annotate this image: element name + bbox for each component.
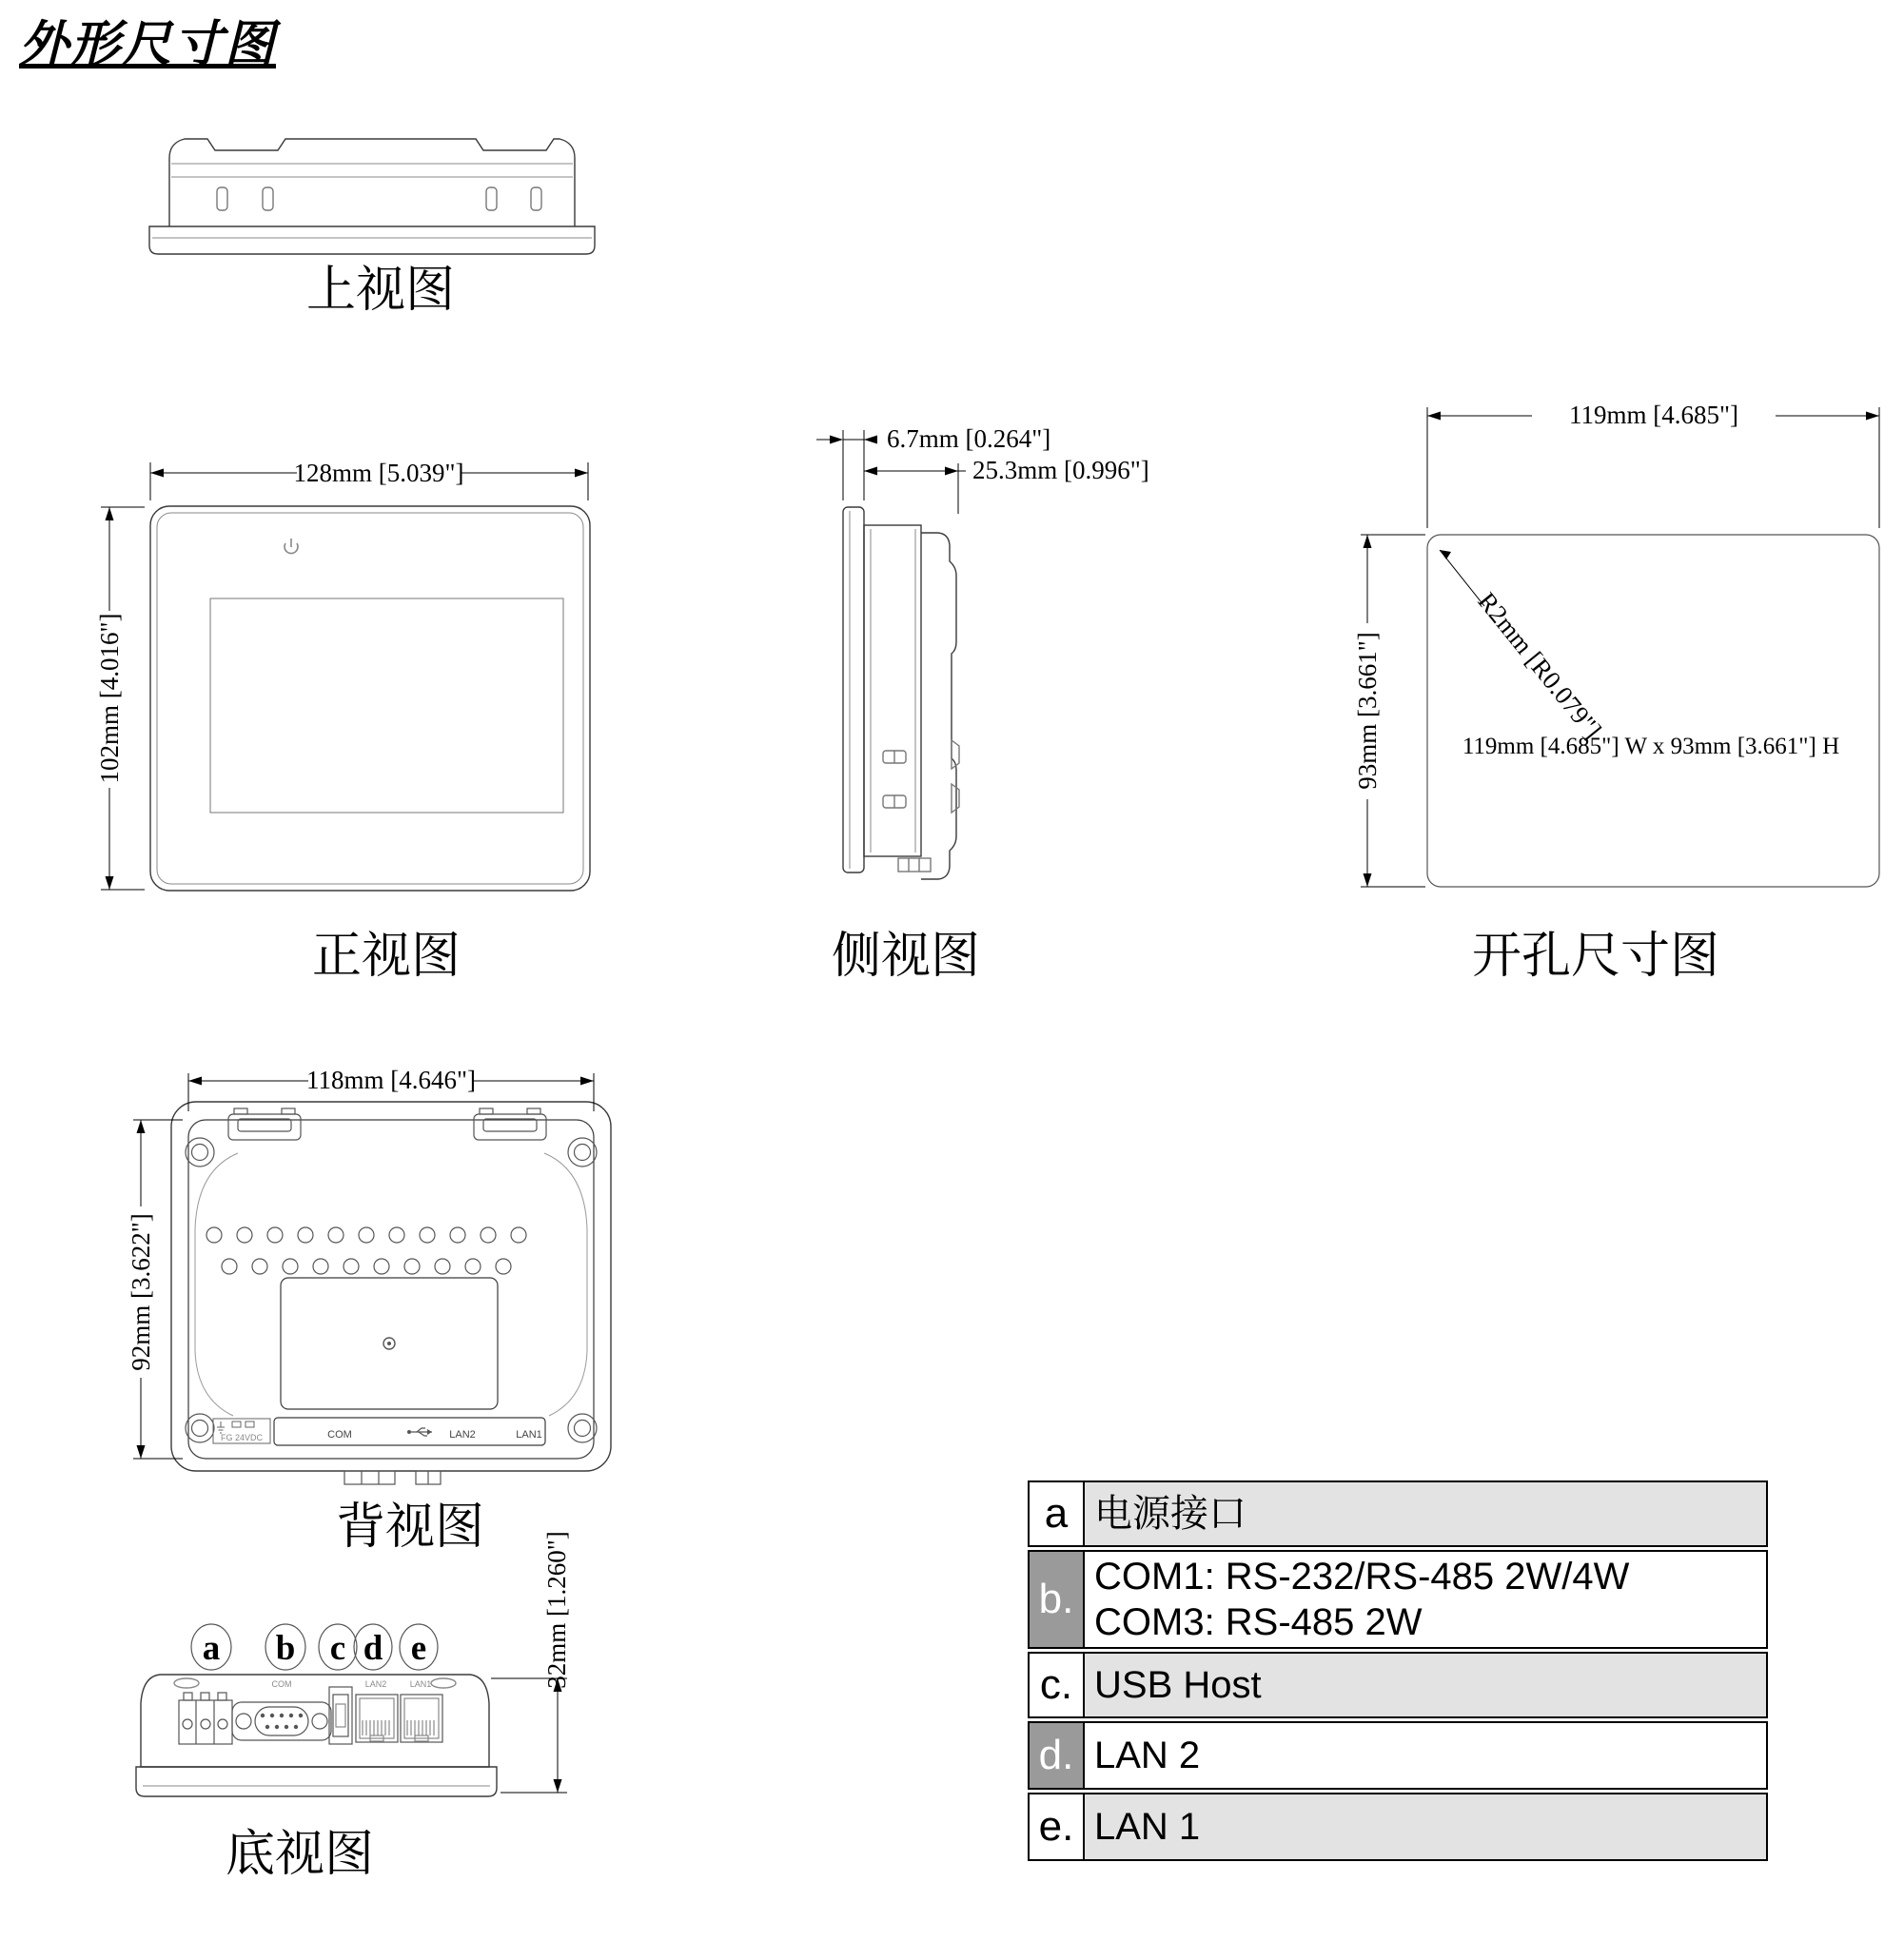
bottom-tiny-lan1: LAN1 [409,1679,432,1689]
cutout-radius-callout [1440,550,1607,744]
legend-desc-c: USB Host [1085,1652,1768,1718]
legend-desc-b: COM1: RS-232/RS-485 2W/4W COM3: RS-485 2W [1085,1550,1768,1649]
back-view-label: 背视图 [335,1500,485,1555]
back-mount-clip [228,1108,546,1140]
lan2-port [356,1695,398,1742]
legend-key-e: e. [1028,1793,1085,1861]
page-title: 外形尺寸图 [19,18,277,72]
front-height-dimension [95,507,145,890]
bottom-flange [136,1767,497,1796]
callout-e: e [410,1629,427,1668]
front-view-label: 正视图 [311,930,461,984]
top-view [149,139,595,318]
back-lan1-label: LAN1 [516,1429,542,1441]
power-led-icon [285,539,298,554]
side-rail-profile [921,533,956,879]
top-view-body-outline [169,139,575,226]
legend-row-b [1028,1550,1768,1649]
cutout-height-dim-text: 93mm [3.661"] [1353,632,1382,790]
front-bezel-inner [157,513,583,884]
top-view-label: 上视图 [305,264,456,318]
bottom-body [141,1675,489,1767]
back-view [127,1066,611,1555]
cutout-width-dim-text: 119mm [4.685"] [1568,401,1739,429]
top-view-slot [217,187,227,210]
side-view [816,424,1149,984]
back-width-dim-text: 118mm [4.646"] [305,1066,477,1094]
lan1-port [401,1695,442,1742]
back-outer [171,1102,611,1471]
cutout-height-dimension [1353,535,1425,887]
legend-row-e [1028,1793,1768,1861]
callout-a: a [202,1629,221,1668]
cutout-view-label: 开孔尺寸图 [1471,930,1720,984]
top-view-rim-line [171,164,573,177]
back-width-dimension [188,1066,594,1111]
legend-key-c: c. [1028,1652,1085,1718]
back-height-dim-text: 92mm [3.622"] [127,1213,155,1371]
legend-table [1028,1480,1768,1864]
cutout-width-dimension [1427,401,1879,528]
top-view-flange [149,226,595,254]
legend-desc-d: LAN 2 [1085,1721,1768,1790]
front-bezel-outer [150,506,590,891]
side-clip [883,751,906,808]
side-hook [952,784,959,813]
back-screw [186,1138,597,1442]
bottom-depth-dim-text: 32mm [1.260"] [542,1531,571,1689]
legend-key-b: b. [1028,1550,1085,1649]
power-terminal-block [179,1693,232,1744]
back-center-hole-dot [387,1342,391,1345]
side-depth-dimension [864,456,1149,514]
bottom-tiny-com: COM [271,1679,292,1689]
usb-host-port [329,1687,352,1744]
back-molding-lines [195,1153,587,1416]
front-height-dim-text: 102mm [4.016"] [95,613,124,784]
bottom-clip-slot [431,1678,456,1688]
back-height-dimension [127,1120,183,1459]
bottom-callouts [191,1624,438,1670]
back-connector-stubs [344,1471,441,1484]
usb-icon [407,1428,432,1436]
top-view-slot [263,187,273,210]
side-bezel-dim-text: 6.7mm [0.264"] [887,424,1051,453]
back-com-label: COM [327,1429,352,1441]
side-bezel [843,507,864,872]
callout-d: d [363,1629,383,1668]
top-view-slot [531,187,541,210]
back-power-terminal-label [213,1419,270,1443]
back-vent-holes [206,1227,526,1274]
back-body [188,1120,594,1459]
callout-b: b [275,1629,296,1668]
db9-com-connector [232,1702,331,1740]
bottom-depth-dimension [491,1531,571,1793]
bottom-tiny-lan2: LAN2 [364,1679,387,1689]
back-lan2-label: LAN2 [449,1429,476,1441]
legend-row-c [1028,1652,1768,1718]
front-width-dim-text: 128mm [5.039"] [293,459,464,487]
front-width-dimension [150,459,588,500]
ground-icon [217,1421,225,1433]
callout-c: c [329,1629,346,1668]
legend-row-d [1028,1721,1768,1790]
bottom-view [136,1531,571,1882]
legend-key-a: a [1028,1480,1085,1547]
legend-desc-e: LAN 1 [1085,1793,1768,1861]
side-view-label: 侧视图 [831,930,981,984]
legend-desc-a: 电源接口 [1085,1480,1768,1547]
back-power-text: FG 24VDC [220,1433,264,1442]
side-body [864,525,921,856]
bottom-view-label: 底视图 [225,1828,375,1882]
legend-key-d: d. [1028,1721,1085,1790]
front-screen [210,598,563,813]
cutout-note-text: 119mm [4.685"] W x 93mm [3.661"] H [1462,734,1840,759]
side-bottom-connector [898,858,931,872]
front-view [95,459,590,984]
top-view-slot [486,187,497,210]
bottom-clip-slot [174,1678,199,1688]
cutout-radius-text: R2mm [R0.079"] [1472,586,1607,744]
side-depth-dim-text: 25.3mm [0.996"] [972,456,1149,484]
cutout-view [1353,401,1879,984]
legend-row-a [1028,1480,1768,1547]
